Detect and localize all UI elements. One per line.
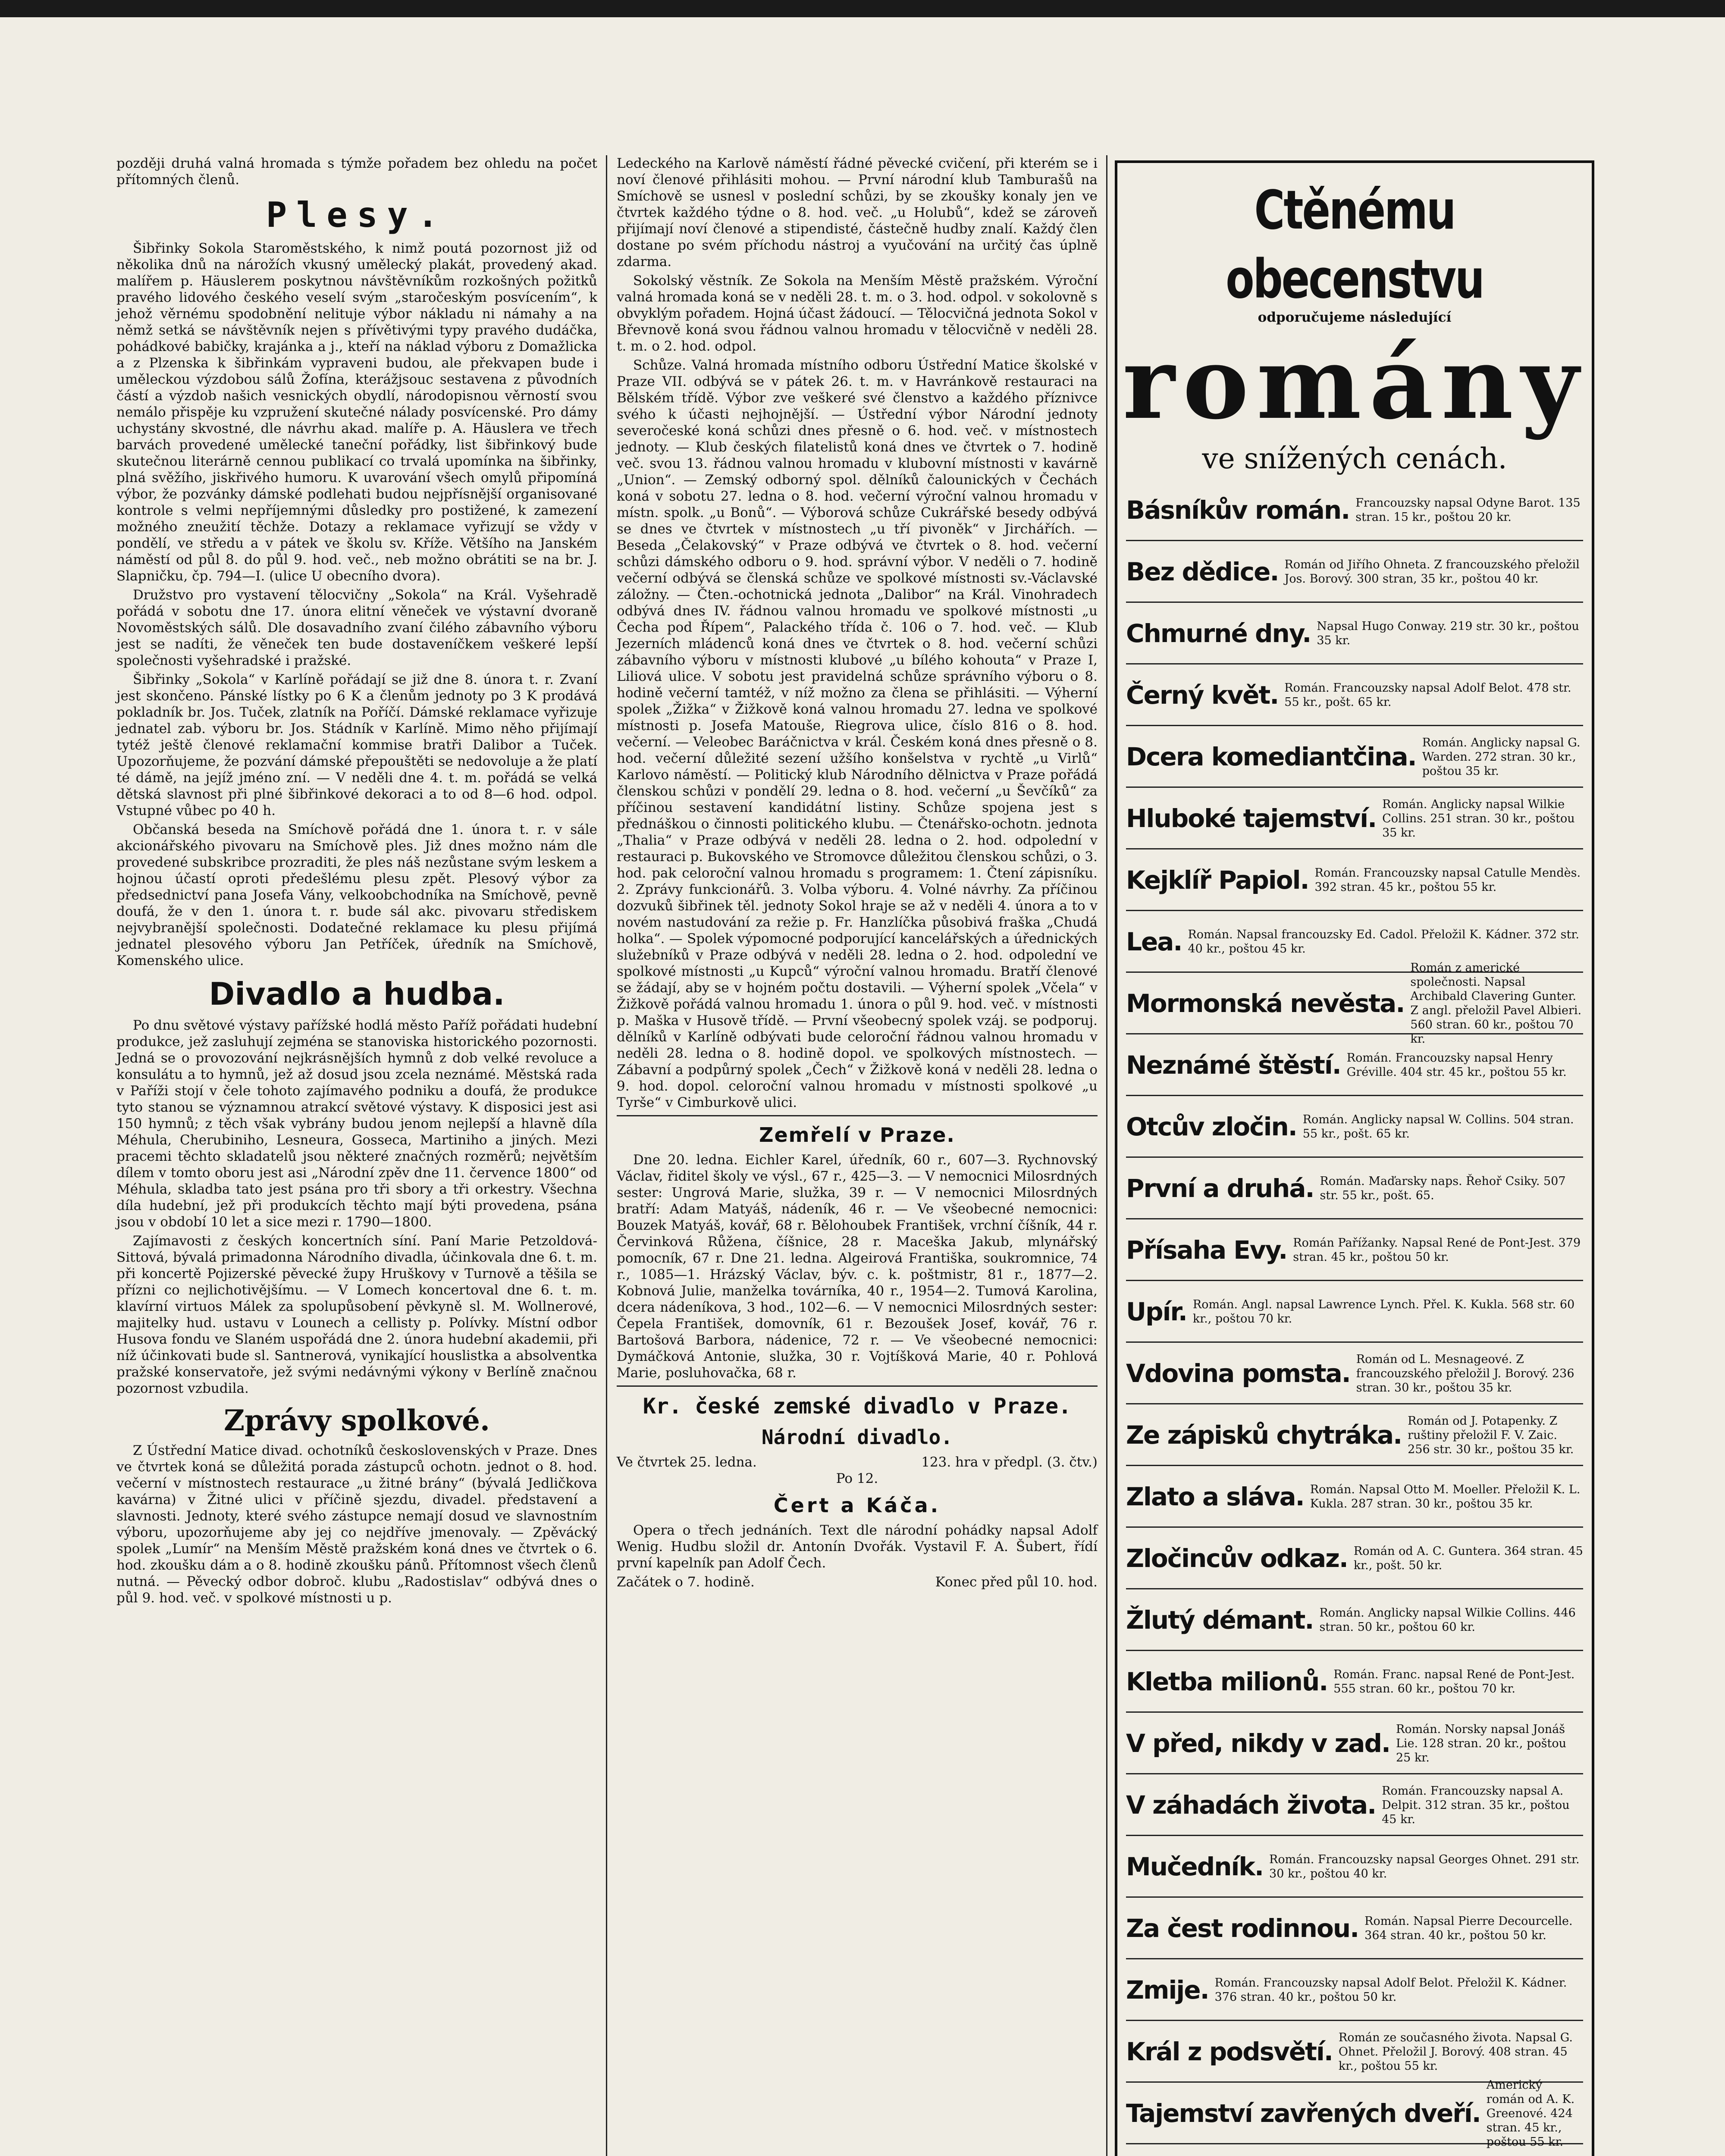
ad-book-title: Upír. [1126,1297,1187,1326]
ad-book-item [1126,2026,1583,2083]
ad-book-item [1126,1348,1583,1404]
opera-title: Čert a Káča. [773,1494,941,1517]
ad-book-details: Román Pařížanky. Napsal René de Pont-Jest. 379 stran. 45 kr., poštou 50 kr. [1293,1236,1581,1264]
ad-book-details: Román. Francouzsky napsal Georges Ohnet. 291 str. 30 kr., poštou 40 kr. [1269,1853,1580,1880]
column-middle [617,155,1098,2156]
column-rule [606,155,607,2156]
ad-book-details: Román. Franc. napsal René de Pont-Jest. 555 stran. 60 kr., poštou 70 kr. [1333,1668,1575,1695]
article-paragraph: Šibřinky „Sokola“ v Karlíně pořádají se již dne 8. února t. r. Zvaní jest skončeno. Pánské lístky po 6 K a členům jednoty po 3 K prodává pokladník br. Jos. Tuček, zlatník na Poříčí. Dámské reklamace vyřizuje jednatel zab. výboru br. Jos. Stádník v Karlíně. Mimo něho přijímají tytéž ještě členové reklamační kommise bratři Dalibor a Tuček. Upozorňujeme, že pozvání dámské přepouštěti se nedovoluje a že platí té dámě, na jejíž jméno zní. — V neděli dne 4. t. m. pořádá se velká dětská slavnost při plné šibřinkové dekoraci a to od 8—6 hod. odpol. Vstupné vůbec po 40 h. [116,672,597,818]
ad-book-details: Román. Anglicky napsal W. Collins. 504 stran. 55 kr., pošt. 65 kr. [1302,1113,1574,1141]
end-time: Konec před půl 10. hod. [935,1574,1098,1590]
ad-book-item [1126,1965,1583,2021]
ad-book-item [1126,1410,1583,1466]
ad-book-details: Román. Anglicky napsal Wilkie Collins. 251 stran. 30 kr., poštou 35 kr. [1382,797,1575,840]
ad-book-title: Za čest rodinnou. [1126,1914,1359,1943]
programme-times [617,1574,1098,1590]
ad-book-details: Román. Napsal Pierre Decourcelle. 364 stran. 40 kr., poštou 50 kr. [1364,1915,1573,1942]
ad-book-details: Román. Francouzsky napsal Adolf Belot. 478 str. 55 kr., pošt. 65 kr. [1284,681,1571,709]
ad-book-item [1126,1101,1583,1158]
ad-book-item [1126,670,1583,726]
section-title-plesy: Plesy. [266,195,448,235]
programme-po: Po 12. [836,1471,878,1486]
ad-book-details: Román. Francouzsky napsal Adolf Belot. Přeložil K. Kádner. 376 stran. 40 kr., poštou 50 kr. [1214,1976,1567,2004]
ad-book-title: Tajemství zavřených dveří. [1126,2099,1480,2128]
ad-book-details: Román. Napsal Otto M. Moeller. Přeložil K. L. Kukla. 287 stran. 30 kr., poštou 35 kr. [1310,1483,1581,1510]
intro-paragraph: později druhá valná hromada s týmže pořadem bez ohledu na počet přítomných členů. [116,156,597,188]
ad-book-details: Román od J. Potapenky. Z ruštiny přeložil F. V. Zaic. 256 str. 30 kr., poštou 35 kr. [1408,1414,1574,1456]
ad-book-item [1126,793,1583,849]
ad-book-title: V před, nikdy v zad. [1126,1729,1390,1758]
programme-row [617,1454,1098,1470]
ad-book-item [1126,1780,1583,1836]
ad-book-title: Žlutý démant. [1126,1605,1314,1635]
ad-book-title: Hluboké tajemství. [1126,804,1377,833]
ad-book-title: Kletba milionů. [1126,1667,1328,1696]
ad-book-item [1126,1286,1583,1343]
ad-book-item [1126,2078,1583,2149]
ad-book-title: Ze zápisků chytráka. [1126,1420,1402,1450]
column-rule [1106,155,1107,2156]
ad-book-item [1126,961,1583,1046]
ad-price-note: ve snížených cenách. [1202,442,1507,475]
ad-book-item [1126,1595,1583,1651]
ad-book-details: Román. Norsky napsal Jonáš Lie. 128 stran. 20 kr., poštou 25 kr. [1396,1722,1566,1764]
ad-title: Ctěnému obecenstvu [1226,179,1484,310]
ad-book-title: Zlato a sláva. [1126,1482,1304,1511]
ad-book-details: Napsal Hugo Conway. 219 str. 30 kr., poštou 35 kr. [1317,620,1579,647]
ad-book-title: Přísaha Evy. [1126,1235,1287,1265]
programme-day: Ve čtvrtek 25. ledna. [617,1454,757,1470]
ad-book-details: Román ze současného života. Napsal G. Ohnet. Přeložil J. Borový. 408 stran. 45 kr., poštou 55 kr. [1338,2031,1573,2073]
ad-book-title: Bez dědice. [1126,557,1279,586]
ad-book-item [1126,485,1583,541]
ad-book-details: Americký román od A. K. Greenové. 424 stran. 45 kr., poštou 55 kr. [1486,2078,1575,2149]
article-paragraph: Družstvo pro vystavení tělocvičny „Sokola“ na Král. Vyšehradě pořádá v sobotu dne 17. února elitní věneček ve výstavní dvoraně Novoměstských sálů. Dle dosavadního zvaní čilého zábavního výboru jest se nadíti, že věneček ten bude dostaveníčkem veškeré lepší společnosti vyšehradské i pražské. [116,587,597,668]
ad-book-title: Neznámé štěstí. [1126,1050,1341,1080]
ad-book-details: Román. Francouzsky napsal Catulle Mendès. 392 stran. 45 kr., poštou 55 kr. [1314,866,1581,894]
ad-book-list [1117,485,1592,2156]
start-time: Začátek o 7. hodině. [617,1574,755,1590]
obituary-list: Dne 20. ledna. Eichler Karel, úředník, 60 r., 607—3. Rychnovský Václav, řiditel školy ve výsl., 67 r., 425—3. — V nemocnici Milosrdných sester: Ungrová Marie, služka, 39 r. — V nemocnici Milosrdných bratří: Adam Matyáš, nádeník, 46 r. — Ve všeobecné nemocnici: Bouzek Matyáš, kovář, 68 r. Bělohoubek František, vrchní číšník, 44 r. Červinková Růžena, číšnice, 28 r. Maceška Jakub, mlynářský pomocník, 67 r. Dne 21. ledna. Algeirová Františka, soukromnice, 74 r., 1085—1. Hrázský Václav, býv. c. k. poštmistr, 81 r., 1877—2. Kobnová Julie, manželka továrníka, 40 r., 1954—2. Tumová Karolina, dcera nádeníkova, 3 hod., 102—6. — V nemocnici Milosrdných sester: Čepela František, domovník, 61 r. Bezoušek Josef, kovář, 76 r. Bartošová Barbora, nádenice, 72 r. — Ve všeobecné nemocnici: Dymáčková Antonie, služka, 30 r. Vojtíšková Marie, 40 r. Pohlová Marie, posluhovačka, 68 r. [617,1152,1098,1381]
ad-book-title: Král z podsvětí. [1126,2037,1333,2066]
opera-description: Opera o třech jednáních. Text dle národní pohádky napsal Adolf Wenig. Hudbu složil dr. Antonín Dvořák. Vystavil F. A. Šubert, řídí první kapelník pan Adolf Čech. [617,1523,1098,1571]
ad-book-title: Vdovina pomsta. [1126,1359,1350,1388]
ad-headline: romány [1123,325,1587,442]
ad-book-details: Román z americké společnosti. Napsal Archibald Clavering Gunter. Z angl. přeložil Pavel Albieri. 560 stran. 60 kr., poštou 70 kr. [1410,961,1582,1046]
article-paragraph: Šibřinky Sokola Staroměstského, k nimž poutá pozornost již od několika dnů na nárožích vkusný umělecký plakát, provedený akad. malířem p. Häuslerem poskytnou návštěvníkům rozkošných požitků pravého lidového českého veselí svým „staročeským posvícením“, k jehož věrnému spodobnění nelituje výbor nákladu ni námahy a na němž setká se návštěvník nejen s přívětivými typy pravého dudáčka, pohádkové babičky, krajánka a j., kteří na náklad výboru z Domažlicka a z Plzenska k šibřinkám vypraveni budou, ale překvapen bude i uměleckou výzdobou sálů Žofína, kterážjsouc sestavena z původních částí a výzdob našich vesnických obydlí, národopisnou věrností svou nemálo přispěje ku vzpružení skutečné nálady posvícenské. Pro dámy uchystány skvostné, dle návrhu akad. malíře p. A. Häuslera ve třech barvách provedené umělecké taneční pořádky, list šibřinkový bude skutečnou literárně cennou publikací co trvalá upomínka na šibřinky, plná svěžího, jiskřivého humoru. K uvarování všech omylů připomíná výbor, že pozvánky dámské podlehati budou nejpřísnější organisované kontrole s velmi nepříjemnými důsledky pro postižené, k zamezení možného zneužití těchže. Dotazy a reklamace vyřizují se vždy v pondělí, ve středu a v pátek ve školu sv. Kříže. Většího na Janském náměstí od půl 8. do půl 9. hod. več., neb možno obrátiti se na br. J. Slapničku, čp. 794—I. (ulice U obecního dvora). [116,241,597,584]
section-title-divadlo: Divadlo a hudba. [209,976,505,1012]
ad-subtitle: odporučujeme následující [1258,310,1452,325]
ad-book-item [1126,608,1583,664]
ad-book-title: Mormonská nevěsta. [1126,989,1405,1018]
ad-book-item [1126,1471,1583,1528]
ad-book-details: Román. Napsal francouzsky Ed. Cadol. Přeložil K. Kádner. 372 str. 40 kr., poštou 45 kr. [1188,928,1579,956]
ad-book-title: Básníkův román. [1126,495,1350,525]
book-advertisement [1115,160,1594,2156]
ad-book-details: Román. Anglicky napsal G. Warden. 272 stran. 30 kr., poštou 35 kr. [1422,736,1581,778]
article-paragraph: Ledeckého na Karlově náměstí řádné pěvecké cvičení, při kterém se i noví členové přihlásiti mohou. — První národní klub Tamburašů na Smíchově se usnesl v poslední schůzi, by se zkoušky konaly jen ve čtvrtek každého týdne o 8. hod. več. „u Holubů“, kdež se zároveň přijímají noví členové a stipendisté, částečně hudby znalí. Každý člen dostane po svém příchodu nástroj a vyučování na určitý čas úplně zdarma. [617,156,1098,270]
ad-book-item [1126,1163,1583,1219]
article-paragraph: Občanská beseda na Smíchově pořádá dne 1. února t. r. v sále akcionářského pivovaru na Smíchově ples. Již dnes možno nám dle provedené subskribce prozraditi, že ples náš nezůstane svým leskem a hojnou účastí oproti předešlému plesu zpět. Plesový výbor za předsednictví pana Josefa Vány, velkoobchodníka na Smíchově, pevně doufá, že v den 1. února t. r. bude sál akc. pivovaru střediskem nejvybranější společnosti. Dodatečné reklamace ku plesu přijímá jednatel plesového výboru Jan Petříček, úředník na Smíchově, Komenského ulice. [116,822,597,968]
ad-book-title: Černý květ. [1126,680,1279,710]
section-title-zpravy: Zprávy spolkové. [223,1404,490,1437]
ad-book-title: Mučedník. [1126,1852,1264,1881]
ad-book-details: Román. Angl. napsal Lawrence Lynch. Přel. K. Kukla. 568 str. 60 kr., poštou 70 kr. [1192,1298,1575,1326]
ad-book-details: Román. Anglicky napsal Wilkie Collins. 446 stran. 50 kr., poštou 60 kr. [1319,1606,1576,1634]
ad-book-details: Román od Jiřího Ohneta. Z francouzského přeložil Jos. Borový. 300 stran, 35 kr., poštou 40 kr. [1284,558,1580,586]
ad-book-item [1126,546,1583,603]
ad-book-item [1126,855,1583,911]
article-paragraph: Schůze. Valná hromada místního odboru Ústřední Matice školské v Praze VII. odbývá se v pátek 26. t. m. v Havránkově restauraci na Bělském třídě. Výbor zve veškeré své členstvo a každého příznivce svého k účasti nejhojnější. — Ústřední výbor Národní jednoty severočeské koná schůzi dnes přesně o 6. hod. več. v místnostech jednoty. — Klub českých filatelistů koná dnes ve čtvrtek o 7. hodině več. svou 13. řádnou valnou hromadu v klubovní místnosti v kavárně „Union“. — Zemský odborný spol. dělníků čalounických v Čechách koná v sobotu 27. ledna o 8. hod. večerní výroční valnou hromadu v místn. spolk. „u Bonů“. — Výborová schůze Cukrářské besedy odbývá se dnes ve čtvrtek v místnostech „u tří pivoněk“ v Jirchářích. — Beseda „Čelakovský“ v Praze odbývá ve čtvrtek o 8. hod. večerní schůzi dámského odboru o 9. hod. správní výbor. V neděli o 7. hodině večerní odbývá se členská schůze ve spolkové místnosti sv.-Václavské záložny. — Čten.-ochotnická jednota „Dalibor“ na Král. Vinohradech odbývá dnes IV. řádnou valnou hromadu ve spolkové místnosti „u Čecha pod Řípem“, Palackého třída č. 106 o 7. hod. več. — Klub Jezerních mládenců koná dnes ve čtvrtek o 8. hod. večerní schůzi zábavního výboru v místnosti klubové „u bílého kohouta“ v Praze I, Liliová ulice. V sobotu jest pravidelná schůze správního výboru o 8. hodině večerní tamtéž, v níž možno za člena se přihlásiti. — Výherní spolek „Žižka“ v Žižkově koná valnou hromadu 27. ledna ve spolkové místnosti p. Josefa Matouše, Riegrova ulice, číslo 816 o 8. hod. večerní. — Veleobec Baráčnictva v král. Českém koná dnes přesně o 8. hod. večerní důležité sezení užšího konšelstva v rychtě „u Virlů“ Karlovo náměstí. — Politický klub Národního dělnictva v Praze pořádá členskou schůzi v pondělí 29. ledna o 8. hod. večerní „u Ševčíků“ za příčinou sestavení kandidátní listiny. Schůze spojena jest s přednáškou o činnosti politického klubu. — Čtenářsko-ochotn. jednota „Thalia“ v Praze odbývá v neděli 28. ledna o 2. hod. odpolední v restauraci p. Bukovského ve Stromovce důležitou členskou schůzi, o 3. hod. pak celoroční valnou hromadu s programem: 1. Čtení zápisníku. 2. Zprávy funkcionářů. 3. Volba výboru. 4. Volné návrhy. Za příčinou dozvuků šibřinek těl. jednoty Sokol hraje se až v neděli 4. února a to v novém nastudování za režie p. Fr. Hanzlíčka působivá fraška „Chudá holka“. — Spolek výpomocné podporující kancelářských a úřednických služebníků v Praze odbývá v neděli 28. ledna o 2. hod. odpolední ve spolkové místnosti „u Kupců“ výroční valnou hromadu. Bratří členové se žádají, aby se v hojném počtu dostavili. — Výherní spolek „Včela“ v Žižkově pořádá valnou hromadu 1. února o půl 9. hod. več. v místnosti p. Maška v Husově třídě. — První všeobecný spolek vzáj. se podporuj. dělníků v Karlíně odbývati bude celoroční řádnou valnou hromadu v neděli 28. ledna o 8. hodině dopol. ve spolkových místnostech. — Zábavní a podpůrný spolek „Čech“ v Žižkově koná v neděli 28. ledna o 9. hod. dopol. celoroční valnou hromadu v místnosti spolkové „u Tyrše“ v Cimburkově ulici. [617,357,1098,1110]
section-divider [617,1385,1098,1387]
national-theatre-title: Národní divadlo. [761,1426,953,1449]
article-paragraph: Zajímavosti z českých koncertních síní. Paní Marie Petzoldová-Sittová, bývalá primadonna Národního divadla, účinkovala dne 6. t. m. při koncertě Pojizerské pěvecké župy Hruškovy v Turnově a těšila se přízni co nejlichotivějšímu. — V Lomech koncertoval dne 6. t. m. klavírní virtuos Málek za spolupůsobení pěvkyně sl. M. Wollnerové, majitelky hud. ustavu v Lounech a cellisty p. Polívky. Místní odbor Husova fondu ve Slaném uspořádá dne 2. února hudební akademii, při níž účinkovati bude sl. Santnerová, vynikající houslistka a absolventka pražské konservatoře, jež svými nedávnými výkony v Berlíně značnou pozornost vzbudila. [116,1233,597,1396]
ad-book-details: Román. Francouzsky napsal A. Delpit. 312 stran. 35 kr., poštou 45 kr. [1382,1784,1570,1826]
programme-number: 123. hra v předpl. (3. čtv.) [921,1454,1098,1470]
ad-book-title: Zmije. [1126,1975,1209,2005]
column-left [116,155,597,2156]
ad-book-details: Román od A. C. Guntera. 364 stran. 45 kr., pošt. 50 kr. [1353,1545,1583,1572]
ad-book-item [1126,731,1583,788]
ad-book-details: Francouzsky napsal Odyne Barot. 135 stran. 15 kr., poštou 20 kr. [1355,496,1581,524]
ad-book-title: První a druhá. [1126,1174,1314,1203]
ad-book-title: V záhadách života. [1126,1790,1376,1820]
ad-book-item [1126,1533,1583,1589]
ad-book-details: Román od L. Mesnageové. Z francouzského přeložil J. Borový. 236 stran. 30 kr., poštou 35 kr. [1356,1352,1574,1395]
ad-book-title: Kejklíř Papiol. [1126,865,1309,895]
ad-book-item [1126,1841,1583,1898]
ad-book-title: Chmurné dny. [1126,619,1311,648]
article-paragraph: Z Ústřední Matice divad. ochotníků československých v Praze. Dnes ve čtvrtek koná se důležitá porada zástupců ochotn. jednot o 8. hod. večerní v místnostech restaurace „u žitné brány“ (bývalá Jedličkova kavárna) v Žitné ulici v příčině sjezdu, divadel. představení a slavnosti. Jednoty, které svého zástupce nemají dosud ve slavnostním výboru, upozorňujeme aby jej co nejdříve jmenovaly. — Zpěvácký spolek „Lumír“ na Menším Městě pražském koná dnes ve čtvrtek o 6. hod. zkoušku dám a o 8. hodině zkoušku pánů. Přítomnost všech členů nutná. — Pěvecký odbor dobroč. klubu „Radostislav“ odbývá dnes o půl 9. hod. več. v spolkové místnosti u p. [116,1443,597,1606]
ad-book-details: Román. Francouzsky napsal Henry Gréville. 404 str. 45 kr., poštou 55 kr. [1346,1051,1567,1079]
ad-book-item [1126,1225,1583,1281]
ad-book-item [1126,1903,1583,1959]
ad-book-title: Lea. [1126,927,1182,956]
article-paragraph: Po dnu světové výstavy pařížské hodlá město Paříž pořádati hudební produkce, jež zasluhují zejména se stanoviska historického pozornosti. Jedná se o provozování nejkrásnějších hymnů z dob velké revoluce a konsulátu a to hymnů, jež až dosud jsou zcela neznámé. Městská rada v Paříži stojí v čele tohoto zajímavého podniku a doufá, že produkce tyto stanou se významnou atrakcí světové výstavy. K disposici jest asi 150 hymnů; z těch však vybrány budou jenom nejlepší a hlavně díla Méhula, Cherubiniho, Lesneura, Gossecа, Martiniho a jiných. Mezi pracemi těchto skladatelů jsou některé značných rozměrů; největším dílem v tomto oboru jest asi „Národní zpěv dne 11. července 1800“ od Méhula, skladba tato jest psána pro tři sbory a tři orkestry. Všechna díla hudební, jež při produkcích těchto mají býti provedena, psána jsou v období 10 let a sice mezi r. 1790—1800. [116,1018,597,1230]
ad-book-details: Román. Maďarsky naps. Řehoř Csiky. 507 str. 55 kr., pošt. 65. [1320,1175,1566,1202]
ad-book-item [1126,1656,1583,1713]
article-paragraph: Sokolský věstník. Ze Sokola na Menším Městě pražském. Výroční valná hromada koná se v neděli 28. t. m. o 3. hod. odpol. v sokolovně s obvyklým pořadem. Hojná účast žádoucí. — Tělocvičná jednota Sokol v Břevnově koná svou řádnou valnou hromadu v tělocvičně v neděli 28. t. m. o 2. hod. odpol. [617,273,1098,354]
ad-book-title: Dcera komediantčina. [1126,742,1416,771]
ad-book-item [1126,1040,1583,1096]
ad-book-title: Zločincův odkaz. [1126,1544,1348,1573]
section-title-zemreli: Zemřelí v Praze. [759,1123,955,1147]
theatre-title: Kr. české zemské divadlo v Praze. [643,1394,1072,1419]
ad-book-title: Otcův zločin. [1126,1112,1297,1141]
ad-book-item [1126,1718,1583,1774]
ad-book-item [1126,2150,1583,2156]
section-divider [617,1115,1098,1116]
